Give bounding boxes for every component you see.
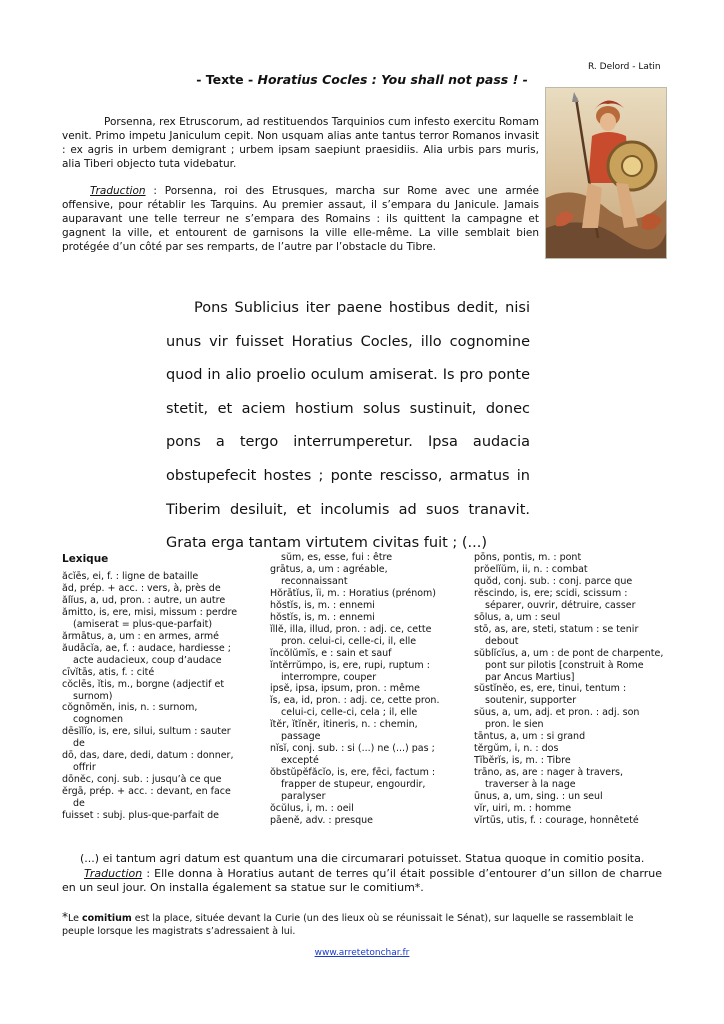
lexique-entry: séparer, ouvrir, détruire, casser <box>485 599 636 611</box>
footnote-pre: Le <box>68 913 82 924</box>
lexique-entry: paralyser <box>281 791 326 803</box>
translation-text: : Porsenna, roi des Etrusques, marcha sur Rome avec une armée offensive, pour rétablir les Tarquins. Au premier assaut, il s’empara du Janicule. Jamais auparavant une telle terreur ne s’empara des Romains : ils quittent la campagne et gagnent la ville, et entourent de garnisons la ville elle-même. La ville semblait bien protégée d’un côté par ses remparts, de l’autre par l’obstacle du Tibre. <box>62 185 539 253</box>
lexique-entry: fuisset : subj. plus-que-parfait de <box>62 810 219 822</box>
footnote-term: comitium <box>82 913 132 924</box>
lexique-entry: cŏclēs, ĭtis, m., borgne (adjectif et <box>62 678 225 690</box>
lexique-entry: ĭncŏlŭmĭs, e : sain et sauf <box>270 647 392 659</box>
author-header: R. Delord - Latin <box>588 62 661 72</box>
lexique-entry: trāno, as, are : nager à travers, <box>474 767 624 779</box>
lexique-entry: ĭllĕ, illa, illud, pron. : adj. ce, cette <box>270 623 432 635</box>
lexique-entry: Hŏrātĭus, ĭi, m. : Horatius (prénom) <box>270 587 436 599</box>
lexique-entry: pont sur pilotis [construit à Rome <box>485 659 644 671</box>
lexique-entry: vĭrtūs, utis, f. : courage, honnêteté <box>474 814 639 826</box>
lexique-entry: sŭus, a, um, adj. et pron. : adj. son <box>474 707 640 719</box>
lexique-entry: sŭm, es, esse, fui : être <box>281 552 393 563</box>
lexique-entry: hŏstĭs, is, m. : ennemi <box>270 599 375 611</box>
translation-text: : Elle donna à Horatius autant de terres qu’il était possible d’entourer d’un sillon de charrue en un seul jour. On installa également sa statue sur le comitium*. <box>62 867 662 894</box>
lexique-entry: ŏcŭlus, i, m. : oeil <box>270 803 354 815</box>
final-translation-paragraph <box>62 867 662 895</box>
lexique-entry: ĕrgā, prép. + acc. : devant, en face <box>62 786 231 798</box>
lexique-entry: ĭtĕr, ĭtĭnĕr, itineris, n. : chemin, <box>270 719 418 731</box>
horatius-illustration <box>545 87 667 259</box>
lexique-entry: prŏelĭŭm, ii, n. : combat <box>474 563 588 575</box>
footnote-text: est la place, située devant la Curie (un des lieux où se réunissait le Sénat), sur laquelle se rassemblait le peuple lorsque les magistrats s’adressaient à lui. <box>62 913 634 937</box>
lexique-entry: ăcĭēs, ei, f. : ligne de bataille <box>62 571 199 582</box>
lexique-entry: acte audacieux, coup d’audace <box>73 654 222 666</box>
lexique-entry: passage <box>281 731 321 743</box>
title-prefix: - Texte - <box>196 72 258 87</box>
footnote-star: * <box>62 910 68 924</box>
lexique-entry: ălĭus, a, ud, pron. : autre, un autre <box>62 594 226 606</box>
lexique-entry: tāntus, a, um : si grand <box>474 731 586 743</box>
lexique-entry: ĭntĕrrŭmpo, is, ere, rupi, ruptum : <box>270 659 430 671</box>
lexique-entry: offrir <box>73 762 96 774</box>
lexique-entry: grātus, a, um : agréable, <box>270 563 388 575</box>
lexique-entry: cīvĭtās, atis, f. : cité <box>62 666 155 678</box>
lexique-entry: ămitto, is, ere, misi, missum : perdre <box>62 606 238 618</box>
intro-translation-paragraph <box>62 184 539 254</box>
lexique-title: Lexique <box>62 553 109 565</box>
footnote <box>62 911 662 938</box>
lexique-entry: Tĭbĕrĭs, is, m. : Tibre <box>474 755 571 767</box>
lexique-entry: ăudācĭa, ae, f. : audace, hardiesse ; <box>62 642 231 654</box>
lexique-entry: dēsĭlĭo, is, ere, silui, sultum : sauter <box>62 726 231 738</box>
lexique-entry: ūnus, a, um, sing. : un seul <box>474 791 603 803</box>
lexique-column-2 <box>270 552 475 827</box>
lexique-entry: celui-ci, celle-ci, cela ; il, elle <box>281 707 418 719</box>
lexique-column-3 <box>474 552 674 827</box>
lexique-column-1 <box>62 571 262 822</box>
warrior-painting-image <box>546 88 666 258</box>
lexique-entry: quŏd, conj. sub. : conj. parce que <box>474 575 633 587</box>
lexique-entry: surnom) <box>73 690 113 702</box>
lexique-entry: vĭr, uiri, m. : homme <box>474 803 572 815</box>
lexique-entry: pōns, pontis, m. : pont <box>474 552 582 563</box>
lexique-entry: ŏbstŭpĕfăcĭo, is, ere, fēci, factum : <box>270 767 436 779</box>
lexique-entry: pron. le sien <box>485 719 544 731</box>
lexique-entry: ipsĕ, ipsa, ipsum, pron. : même <box>270 683 420 695</box>
translation-label: Traduction <box>90 185 146 197</box>
lexique-entry: pron. celui-ci, celle-ci, il, elle <box>281 635 417 647</box>
lexique-entry: ăd, prép. + acc. : vers, à, près de <box>62 582 221 594</box>
lexique-entry: frapper de stupeur, engourdir, <box>281 779 426 791</box>
lexique-entry: sŭblĭcĭus, a, um : de pont de charpente, <box>474 647 664 659</box>
lexique-entry: par Ancus Martius] <box>485 671 575 683</box>
title-main: Horatius Cocles : You shall not pass ! - <box>257 72 528 87</box>
final-latin-paragraph: (...) ei tantum agri datum est quantum una die circumarari potuisset. Statua quoque in comitio posita. <box>80 852 645 865</box>
intro-latin-paragraph: Porsenna, rex Etruscorum, ad restituendos Tarquinios cum infesto exercitu Romam venit. Primo impetu Janiculum cepit. Non usquam alias ante tantus terror Romanos invasit : ex agris in urbem demigrant ; urbem ipsam saepiunt praesidiis. Alia urbis pars muris, alia Tiberi objecto tuta videbatur. <box>62 116 539 170</box>
lexique-entry: interrompre, couper <box>281 671 377 683</box>
lexique-entry: (amiserat = plus-que-parfait) <box>73 618 213 630</box>
lexique-entry: de <box>73 738 85 750</box>
lexique-entry: sŭstĭnĕo, es, ere, tinui, tentum : <box>474 683 627 695</box>
lexique-entry: tĕrgŭm, i, n. : dos <box>474 743 559 755</box>
lexique-entry: pāenĕ, adv. : presque <box>270 814 374 826</box>
main-latin-text <box>166 292 530 561</box>
lexique-entry: rĕscindo, is, ere; scidi, scissum : <box>474 587 628 599</box>
website-link[interactable]: www.arretetonchar.fr <box>314 948 410 958</box>
lexique-entry: ărmātus, a, um : en armes, armé <box>62 630 219 642</box>
lexique-entry: ĭs, ea, id, pron. : adj. ce, cette pron. <box>270 695 440 707</box>
lexique-entry: cognomen <box>73 714 124 726</box>
lexique-entry: dō, das, dare, dedi, datum : donner, <box>62 750 234 762</box>
translation-label: Traduction <box>84 867 143 880</box>
lexique-entry: de <box>73 798 85 810</box>
lexique-entry: traverser à la nage <box>485 779 576 791</box>
lexique-entry: debout <box>485 635 519 647</box>
lexique-entry: hŏstĭs, is, m. : ennemi <box>270 611 375 623</box>
lexique-entry: reconnaissant <box>281 575 348 587</box>
main-latin-paragraph: Pons Sublicius iter paene hostibus dedit, nisi unus vir fuisset Horatius Cocles, illo cognomine quod in alio proelio oculum amiserat. Is pro ponte stetit, et aciem hostium solus sustinuit, donec pons a tergo interrumperetur. Ipsa audacia obstupefecit hostes ; ponte rescisso, armatus in Tiberim desiluit, et incolumis ad suos tranavit. Grata erga tantam virtutem civitas fuit ; (...) <box>166 300 530 552</box>
lexique-entry: soutenir, supporter <box>485 695 577 707</box>
page-title <box>0 72 724 87</box>
lexique-entry: excepté <box>281 755 319 767</box>
lexique-entry: nĭsĭ, conj. sub. : si (...) ne (...) pas ; <box>270 743 435 755</box>
lexique-entry: stō, as, are, steti, statum : se tenir <box>474 623 639 635</box>
lexique-entry: cŏgnōmĕn, inis, n. : surnom, <box>62 702 198 714</box>
lexique-entry: sōlus, a, um : seul <box>474 611 561 623</box>
lexique-entry: dōnĕc, conj. sub. : jusqu’à ce que <box>62 774 222 786</box>
